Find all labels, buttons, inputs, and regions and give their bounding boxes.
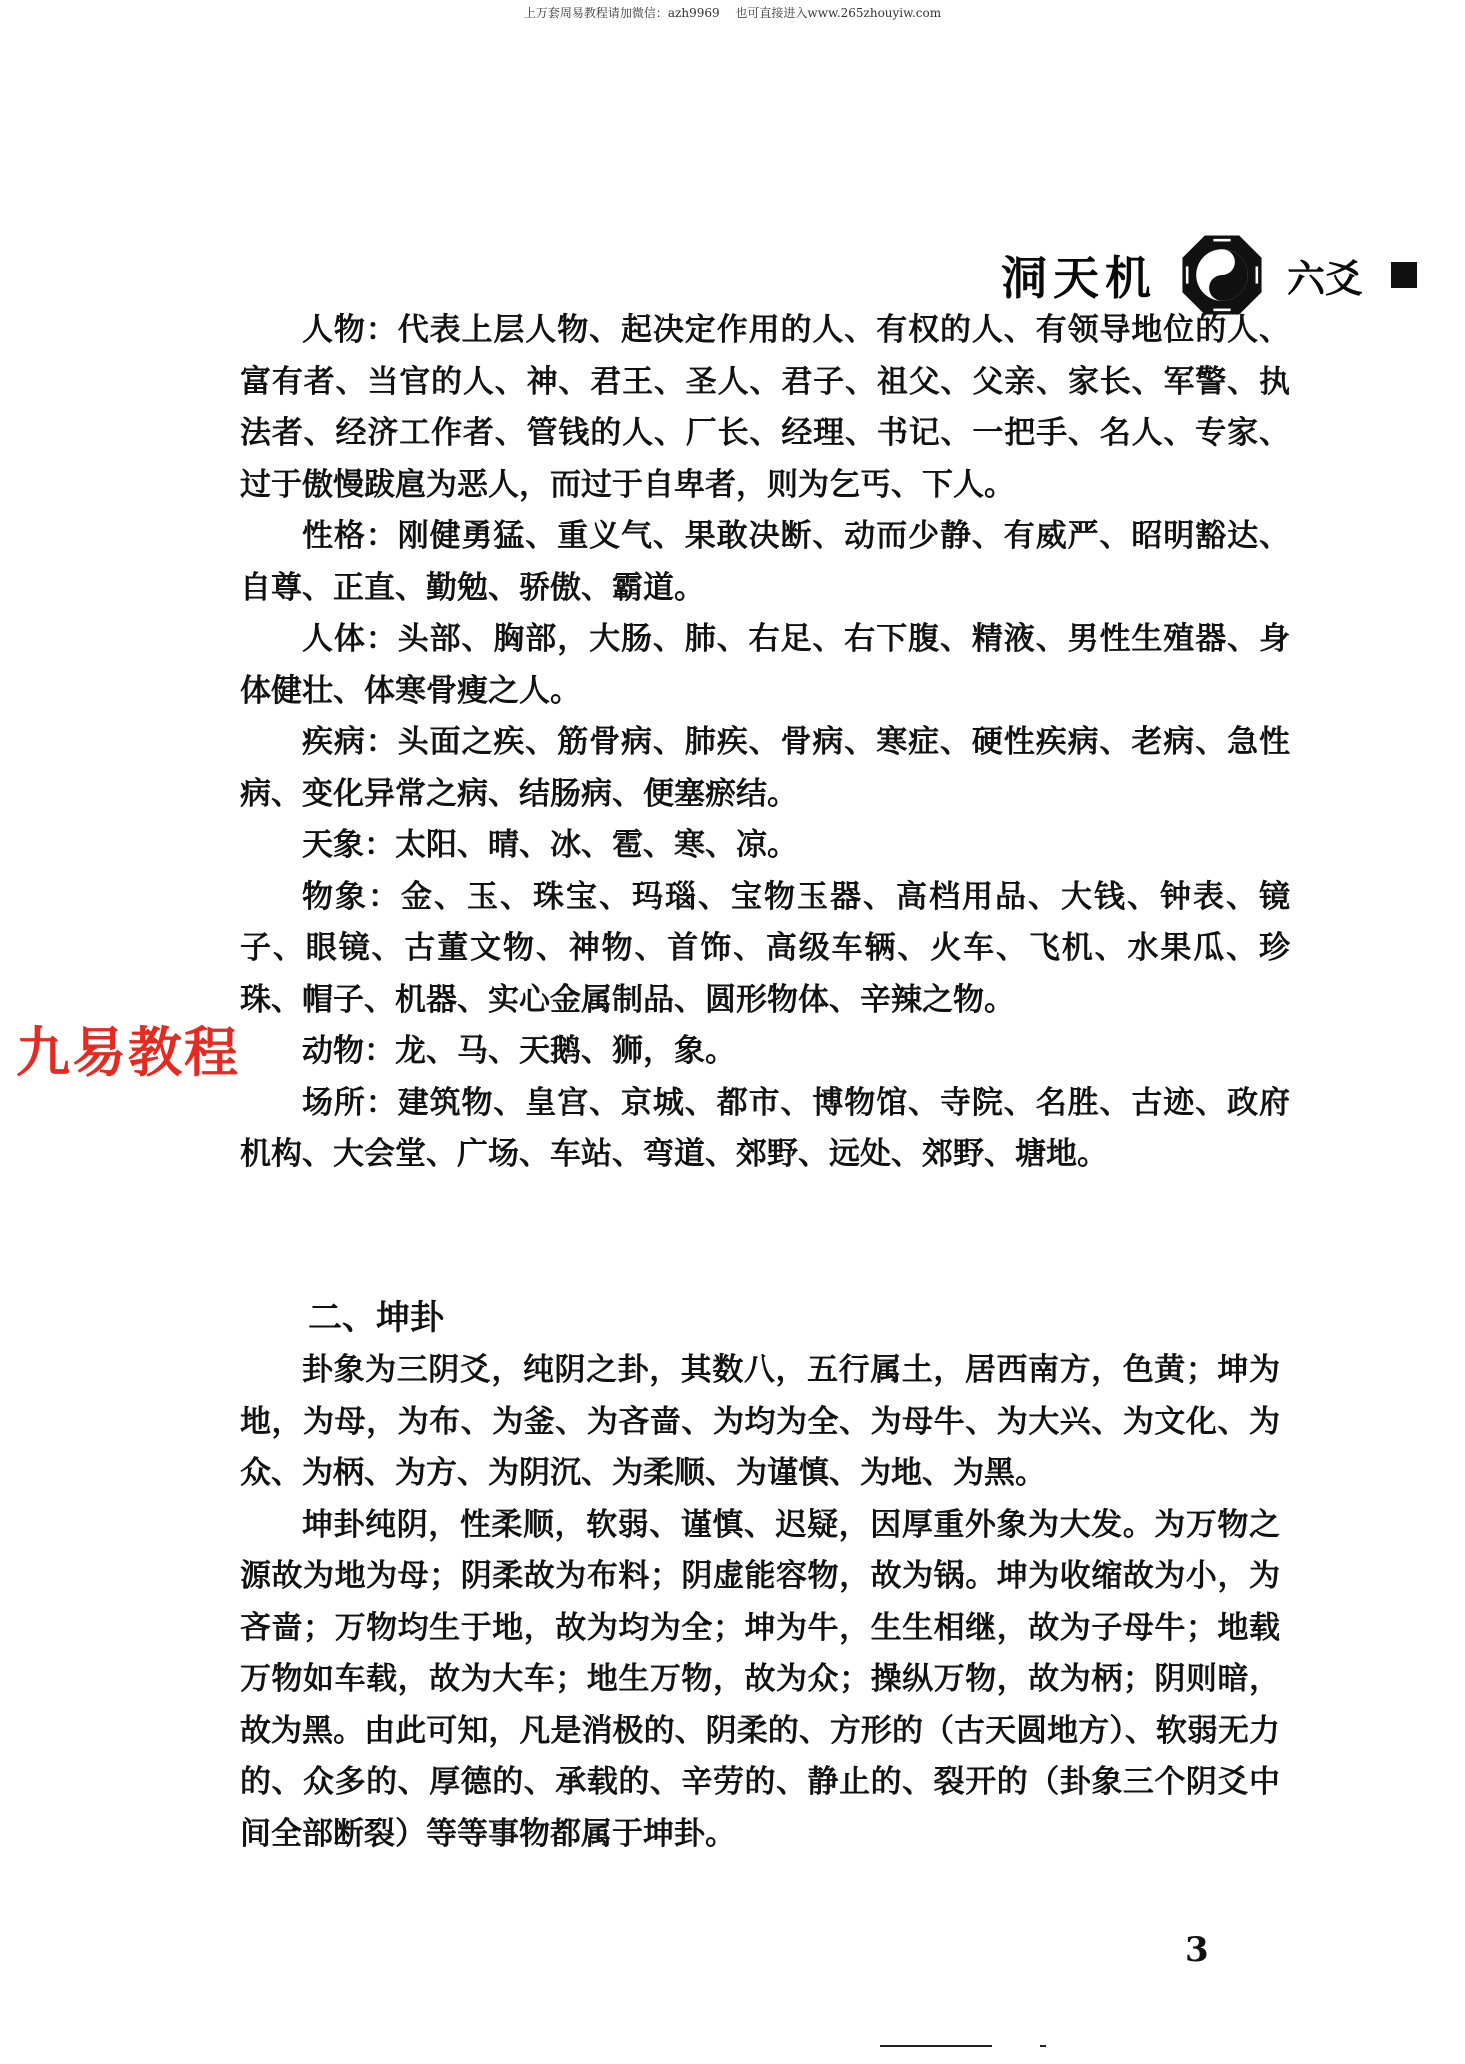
section-heading: 二、坤卦 bbox=[308, 1298, 444, 1338]
paragraph-animals: 动物：龙、马、天鹅、狮，象。 bbox=[302, 1033, 736, 1069]
paragraph-weather: 天象：太阳、晴、冰、雹、寒、凉。 bbox=[302, 827, 798, 863]
section-marker-icon bbox=[1391, 262, 1417, 288]
qian-body bbox=[240, 305, 1290, 1181]
paragraph-kun-summary: 卦象为三阴爻，纯阴之卦，其数八，五行属土，居西南方，色黄；坤为地，为母，为布、为釜、为吝啬、为均为全、为母牛、为大兴、为文化、为众、为柄、为方、为阴沉、为柔顺、为谨慎、为地、为黑。 bbox=[240, 1352, 1280, 1491]
footer-rule bbox=[880, 2045, 992, 2047]
paragraph-objects: 物象：金、玉、珠宝、玛瑙、宝物玉器、高档用品、大钱、钟表、镜子、眼镜、古董文物、神物、首饰、高级车辆、火车、飞机、水果瓜、珍珠、帽子、机器、实心金属制品、圆形物体、辛辣之物。 bbox=[240, 878, 1290, 1018]
page-number: 3 bbox=[1185, 1930, 1209, 1970]
paragraph-people: 人物：代表上层人物、起决定作用的人、有权的人、有领导地位的人、富有者、当官的人、神、君王、圣人、君子、祖父、父亲、家长、军警、执法者、经济工作者、管钱的人、厂长、经理、书记、一把手、名人、专家、过于傲慢跋扈为恶人，而过于自卑者，则为乞丐、下人。 bbox=[240, 312, 1290, 503]
watermark: 九易教程 bbox=[16, 1021, 240, 1084]
paragraph-places: 场所：建筑物、皇宫、京城、都市、博物馆、寺院、名胜、古迹、政府机构、大会堂、广场、车站、弯道、郊野、远处、郊野、塘地。 bbox=[240, 1084, 1290, 1172]
footer-rule-mark bbox=[1040, 2045, 1046, 2047]
brand-title: 洞天机 bbox=[1000, 251, 1157, 305]
paragraph-kun-explanation: 坤卦纯阴，性柔顺，软弱、谨慎、迟疑，因厚重外象为大发。为万物之源故为地为母；阴柔故为布料；阴虚能容物，故为锅。坤为收缩故为小，为吝啬；万物均生于地，故为均为全；坤为牛，生生相继，故为子母牛；地载万物如车载，故为大车；地生万物，故为众；操纵万物，故为柄；阴则暗，故为黑。由此可知，凡是消极的、阴柔的、方形的（古天圆地方）、软弱无力的、众多的、厚德的、承载的、辛劳的、静止的、裂开的（卦象三个阴爻中间全部断裂）等等事物都属于坤卦。 bbox=[240, 1506, 1280, 1852]
paragraph-disease: 疾病：头面之疾、筋骨病、肺疾、骨病、寒症、硬性疾病、老病、急性病、变化异常之病、结肠病、便塞瘀结。 bbox=[240, 724, 1290, 812]
top-banner: 上万套周易教程请加微信：azh9969 也可直接进入www.265zhouyiw.com bbox=[523, 6, 942, 20]
section-label: 六爻 bbox=[1286, 255, 1363, 301]
paragraph-personality: 性格：刚健勇猛、重义气、果敢决断、动而少静、有威严、昭明豁达、自尊、正直、勤勉、骄傲、霸道。 bbox=[240, 518, 1290, 606]
paragraph-body: 人体：头部、胸部，大肠、肺、右足、右下腹、精液、男性生殖器、身体健壮、体寒骨瘦之人。 bbox=[240, 621, 1290, 709]
kun-body bbox=[240, 1345, 1280, 1860]
